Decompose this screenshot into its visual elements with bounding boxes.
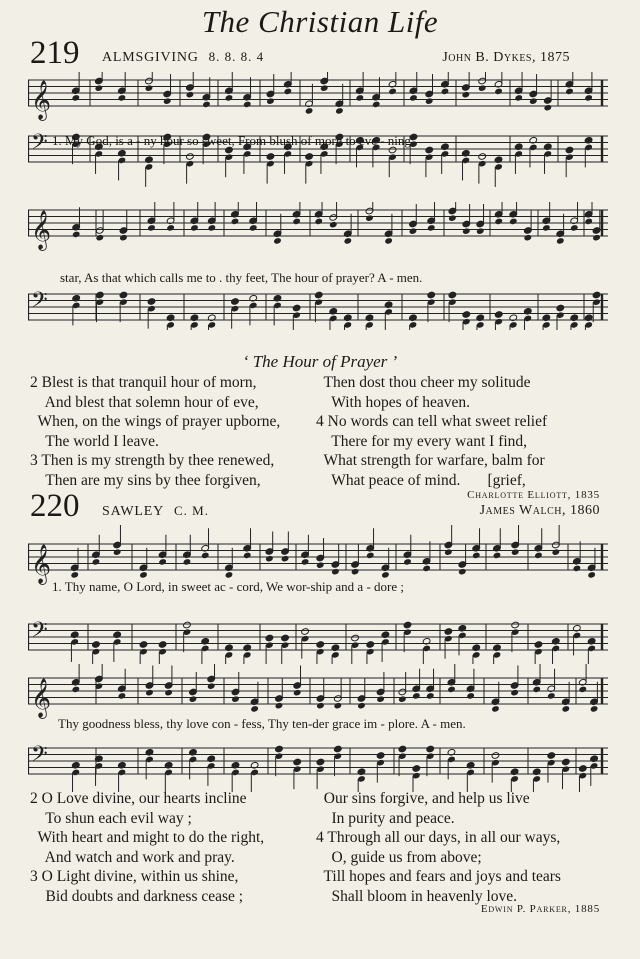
hymn-219-verses-right: Then dost thou cheer my solitude With hopes of heaven. 4 No words can tell what sweet relief There for my every want I find, What strength for warfare, balm for What peace of mind. [grief, [316, 374, 548, 489]
hymn-220-verses-right: Our sins forgive, and help us live In purity and peace. 4 Through all our days, in all our ways, O, guide us from above; Till hopes and fears and joys and tears Shall bloom in heavenly love. [316, 790, 561, 905]
staff [28, 525, 608, 585]
treble-clef-icon: 𝄞 [31, 544, 52, 584]
hymn-219-verses-left: 2 Blest is that tranquil hour of morn, And blest that solemn hour of eve, When, on the wings of prayer upborne, The world I leave. 3 Then is my strength by thee renewed, Then are my sins by thee forgiven, [30, 374, 281, 489]
treble-clef-icon: 𝄞 [31, 80, 52, 120]
staff [28, 288, 608, 330]
hymn-219-lyric-line-1: 1. My God, is a - ny hour so sweet, From blush of morn to eve - ning [52, 133, 411, 148]
hymn-220-lyric-line-2: Thy goodness bless, thy love con - fess, Thy ten-der grace im - plore. A - men. [58, 716, 466, 731]
hymn-220-number: 220 [30, 488, 80, 524]
hymn-219-music-system-2 [28, 202, 608, 330]
hymn-220-lyric-line-1: 1. Thy name, O Lord, in sweet ac - cord, We wor-ship and a - dore ; [52, 579, 404, 594]
staff [28, 618, 608, 664]
bass-clef-icon: 𝄢 [31, 618, 48, 648]
bass-clef-icon: 𝄢 [31, 130, 48, 160]
hymn-219-author: Charlotte Elliott, 1835 [467, 489, 600, 501]
staff [28, 742, 608, 792]
page-title: The Christian Life [201, 4, 439, 39]
hymn-219-meter: 8. 8. 8. 4 [208, 49, 265, 64]
hymn-219-tune-name: ALMSGIVING [102, 50, 199, 65]
hymn-220-composer: James Walch, 1860 [479, 503, 600, 518]
hymn-220-author: Edwin P. Parker, 1885 [480, 903, 600, 915]
hymn-220-tune-name: SAWLEY [102, 504, 165, 519]
hymn-219-subtitle: ‘ The Hour of Prayer ’ [242, 352, 398, 371]
staff [28, 202, 608, 251]
staff [28, 664, 608, 719]
staff [28, 72, 608, 121]
bass-clef-icon: 𝄢 [31, 742, 48, 772]
hymn-220-tune-heading [102, 503, 209, 520]
treble-clef-icon: 𝄞 [31, 678, 52, 718]
hymn-219-composer: John B. Dykes, 1875 [442, 50, 570, 65]
hymn-220-meter: C. M. [174, 503, 209, 518]
hymn-220-verses-left: 2 O Love divine, our hearts incline To shun each evil way ; With heart and might to do the right, And watch and work and pray. 3 O Light divine, within us shine, Bid doubts and darkness cease ; [30, 790, 265, 905]
hymn-219-number: 219 [30, 35, 80, 71]
treble-clef-icon: 𝄞 [31, 210, 52, 250]
hymn-219-tune-heading [102, 49, 264, 66]
bass-clef-icon: 𝄢 [31, 288, 48, 318]
hymn-219-lyric-line-2: star, As that which calls me to . thy feet, The hour of prayer? A - men. [60, 270, 423, 285]
